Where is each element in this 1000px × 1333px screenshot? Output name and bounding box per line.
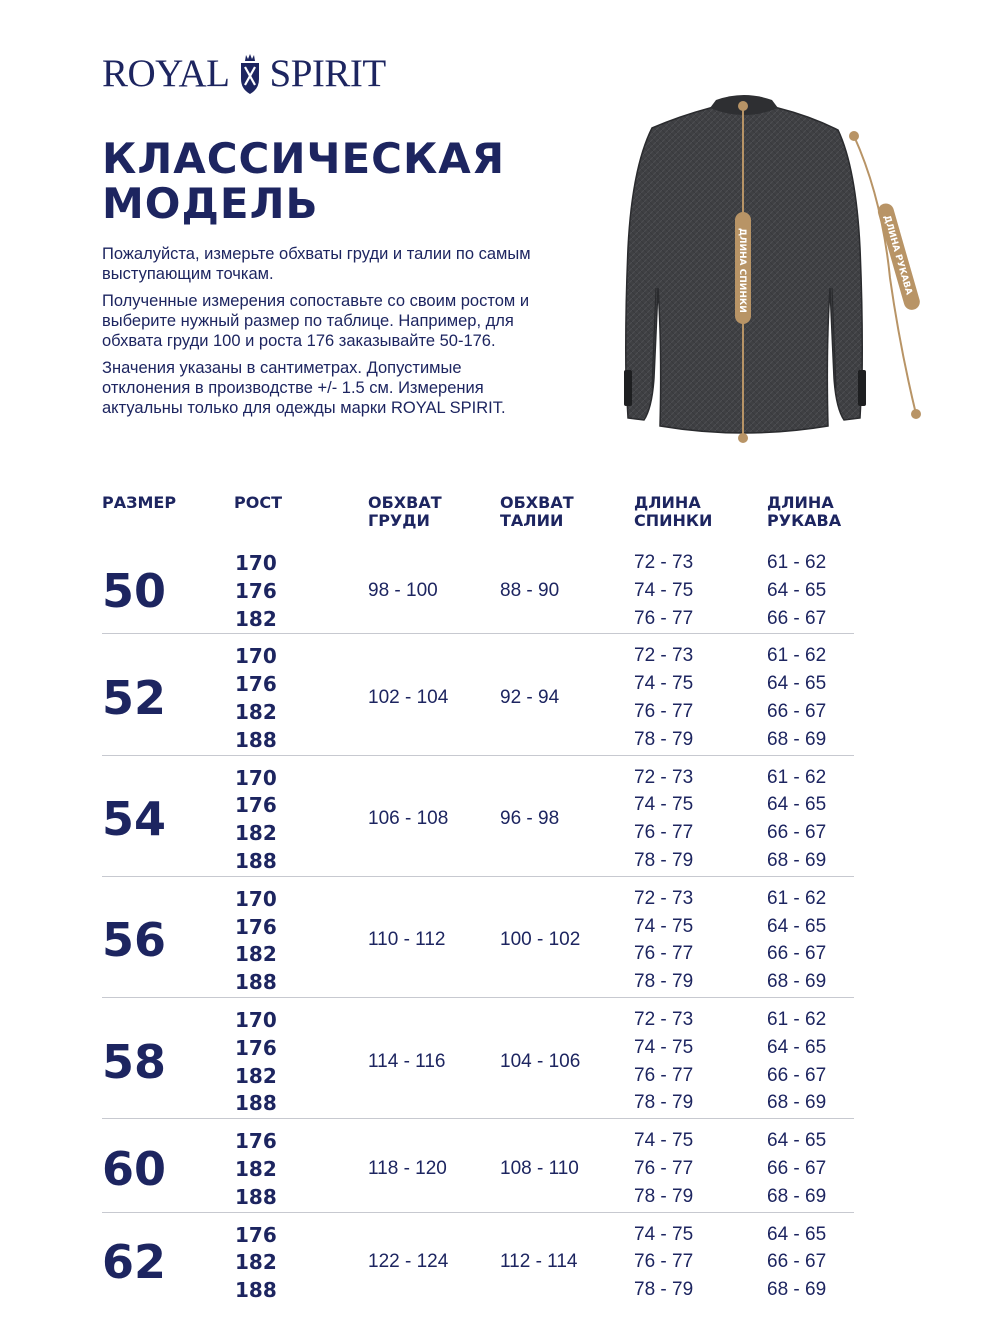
back-length-value: 78 - 79 bbox=[634, 728, 694, 750]
back-length-value: 74 - 75 bbox=[634, 673, 694, 695]
back-length-value: 74 - 75 bbox=[634, 915, 694, 937]
sleeve-length-value: 66 - 67 bbox=[767, 1157, 827, 1179]
sleeve-length-value: 68 - 69 bbox=[767, 971, 827, 993]
header-size-label: РАЗМЕР bbox=[102, 493, 177, 512]
header-height-label: РОСТ bbox=[234, 493, 282, 512]
intro-paragraph: Значения указаны в сантиметрах. Допустимые отклонения в производстве +/- 1.5 см. Измерения актуальны только для одежды марки ROYAL SPIRIT. bbox=[102, 359, 506, 417]
header-sleeve-length bbox=[767, 494, 841, 530]
waist-range: 88 - 90 bbox=[500, 579, 560, 601]
height-value: 188 bbox=[235, 1091, 277, 1116]
header-back-line2: СПИНКИ bbox=[634, 511, 713, 530]
sleeve-length-value: 66 - 67 bbox=[767, 700, 827, 722]
height-value: 182 bbox=[235, 606, 277, 631]
chest-range: 102 - 104 bbox=[368, 687, 449, 708]
height-value: 182 bbox=[235, 1250, 277, 1275]
header-chest-line1: ОБХВАТ bbox=[368, 493, 442, 512]
waist-range: 92 - 94 bbox=[500, 687, 560, 708]
back-length-value: 74 - 75 bbox=[634, 1036, 694, 1058]
brand-logo bbox=[102, 48, 386, 98]
sleeve-length-value: 66 - 67 bbox=[767, 822, 827, 844]
back-length-value: 76 - 77 bbox=[634, 1251, 694, 1273]
back-length-value: 76 - 77 bbox=[634, 943, 694, 965]
back-length-value: 72 - 73 bbox=[634, 551, 694, 573]
row-divider bbox=[102, 633, 854, 634]
waist-range: 108 - 110 bbox=[500, 1157, 579, 1179]
height-value: 182 bbox=[235, 1156, 277, 1181]
back-length-value: 74 - 75 bbox=[634, 579, 694, 601]
chest-range: 122 - 124 bbox=[368, 1251, 449, 1273]
back-length-value: 72 - 73 bbox=[634, 1008, 694, 1030]
height-value: 170 bbox=[235, 550, 277, 575]
size-number: 52 bbox=[102, 671, 167, 725]
height-value: 170 bbox=[235, 886, 277, 911]
height-value: 188 bbox=[235, 970, 277, 995]
sleeve-length-value: 64 - 65 bbox=[767, 579, 827, 601]
height-value: 170 bbox=[235, 644, 277, 669]
header-waist-line1: ОБХВАТ bbox=[500, 493, 574, 512]
brand-name-right: SPIRIT bbox=[269, 51, 386, 95]
header-back-length bbox=[634, 494, 712, 530]
height-value: 170 bbox=[235, 765, 277, 790]
sleeve-length-value: 61 - 62 bbox=[767, 887, 827, 909]
header-sleeve-line2: РУКАВА bbox=[767, 511, 842, 530]
back-length-value: 78 - 79 bbox=[634, 1185, 694, 1207]
header-chest-line2: ГРУДИ bbox=[368, 511, 430, 530]
header-waist-line2: ТАЛИИ bbox=[500, 511, 564, 530]
page-title bbox=[102, 136, 562, 226]
crest-icon bbox=[238, 51, 262, 95]
back-length-value: 74 - 75 bbox=[634, 1223, 694, 1245]
sleeve-length-value: 61 - 62 bbox=[767, 1008, 827, 1030]
height-value: 176 bbox=[235, 1129, 277, 1154]
back-length-value: 78 - 79 bbox=[634, 1279, 694, 1301]
intro-paragraph: Полученные измерения сопоставьте со своим ростом и выберите нужный размер по таблице. Например, для обхвата груди 100 и роста 176 заказывайте 50-176. bbox=[102, 292, 530, 350]
sleeve-length-value: 68 - 69 bbox=[767, 1092, 827, 1114]
header-back-line1: ДЛИНА bbox=[634, 493, 701, 512]
sleeve-length-value: 64 - 65 bbox=[767, 915, 827, 937]
back-length-value: 78 - 79 bbox=[634, 849, 694, 871]
waist-range: 104 - 106 bbox=[500, 1050, 581, 1072]
chest-range: 114 - 116 bbox=[368, 1050, 446, 1072]
waist-range: 96 - 98 bbox=[500, 808, 560, 830]
back-length-value: 76 - 77 bbox=[634, 1064, 694, 1086]
header-size bbox=[102, 494, 176, 512]
sleeve-length-value: 61 - 62 bbox=[767, 766, 827, 788]
sleeve-length-value: 66 - 67 bbox=[767, 1251, 827, 1273]
height-value: 182 bbox=[235, 821, 277, 846]
back-length-value: 76 - 77 bbox=[634, 822, 694, 844]
height-value: 176 bbox=[235, 914, 277, 939]
back-length-value: 76 - 77 bbox=[634, 700, 694, 722]
waist-range: 100 - 102 bbox=[500, 929, 581, 951]
intro-text bbox=[102, 244, 542, 425]
sleeve-length-value: 61 - 62 bbox=[767, 645, 827, 667]
header-sleeve-line1: ДЛИНА bbox=[767, 493, 834, 512]
back-length-value: 72 - 73 bbox=[634, 766, 694, 788]
back-length-value: 78 - 79 bbox=[634, 971, 694, 993]
sleeve-length-value: 68 - 69 bbox=[767, 1185, 827, 1207]
sleeve-length-value: 68 - 69 bbox=[767, 849, 827, 871]
row-divider bbox=[102, 876, 854, 877]
chest-range: 106 - 108 bbox=[368, 808, 449, 830]
size-number: 50 bbox=[102, 563, 167, 618]
height-value: 176 bbox=[235, 1222, 277, 1247]
header-chest bbox=[368, 494, 442, 530]
size-number: 56 bbox=[102, 913, 167, 968]
height-value: 170 bbox=[235, 1007, 277, 1032]
size-number: 54 bbox=[102, 792, 167, 847]
row-divider bbox=[102, 1212, 854, 1213]
jacket-illustration bbox=[560, 88, 940, 458]
sleeve-length-value: 64 - 65 bbox=[767, 1130, 827, 1152]
back-length-value: 74 - 75 bbox=[634, 794, 694, 816]
sleeve-length-value: 68 - 69 bbox=[767, 728, 827, 750]
row-divider bbox=[102, 1118, 854, 1119]
row-divider bbox=[102, 755, 854, 756]
sleeve-length-value: 66 - 67 bbox=[767, 607, 827, 629]
height-value: 182 bbox=[235, 1063, 277, 1088]
chest-range: 118 - 120 bbox=[368, 1157, 447, 1179]
height-value: 188 bbox=[235, 848, 277, 873]
header-waist bbox=[500, 494, 574, 530]
height-value: 176 bbox=[235, 1035, 277, 1060]
back-length-value: 76 - 77 bbox=[634, 1157, 694, 1179]
sleeve-length-value: 66 - 67 bbox=[767, 1064, 827, 1086]
title-line: МОДЕЛЬ bbox=[102, 179, 319, 228]
sleeve-length-value: 64 - 65 bbox=[767, 1036, 827, 1058]
jacket-back-image bbox=[560, 88, 940, 458]
size-number: 60 bbox=[102, 1141, 167, 1196]
sleeve-length-label: ДЛИНА РУКАВА bbox=[881, 214, 914, 297]
back-length-value: 72 - 73 bbox=[634, 645, 694, 667]
chest-range: 98 - 100 bbox=[368, 579, 438, 601]
back-length-value: 76 - 77 bbox=[634, 607, 694, 629]
sleeve-length-value: 61 - 62 bbox=[767, 551, 827, 573]
height-value: 188 bbox=[235, 727, 277, 752]
row-divider bbox=[102, 997, 854, 998]
sleeve-length-value: 66 - 67 bbox=[767, 943, 827, 965]
size-number: 58 bbox=[102, 1034, 167, 1089]
back-length-value: 74 - 75 bbox=[634, 1130, 694, 1152]
sleeve-length-value: 64 - 65 bbox=[767, 673, 827, 695]
header-height bbox=[234, 494, 282, 512]
sleeve-length-value: 64 - 65 bbox=[767, 794, 827, 816]
chest-range: 110 - 112 bbox=[368, 929, 446, 951]
waist-range: 112 - 114 bbox=[500, 1251, 578, 1273]
height-value: 188 bbox=[235, 1184, 277, 1209]
height-value: 188 bbox=[235, 1278, 277, 1303]
intro-paragraph: Пожалуйста, измерьте обхваты груди и талии по самым выступающим точкам. bbox=[102, 245, 531, 283]
brand-name-left: ROYAL bbox=[102, 51, 230, 95]
back-length-value: 78 - 79 bbox=[634, 1092, 694, 1114]
height-value: 176 bbox=[235, 793, 277, 818]
height-value: 182 bbox=[235, 699, 277, 724]
title-line: КЛАССИЧЕСКАЯ bbox=[102, 134, 506, 183]
back-length-value: 72 - 73 bbox=[634, 887, 694, 909]
sleeve-length-value: 64 - 65 bbox=[767, 1223, 827, 1245]
height-value: 182 bbox=[235, 942, 277, 967]
size-number: 62 bbox=[102, 1235, 167, 1290]
sleeve-length-value: 68 - 69 bbox=[767, 1279, 827, 1301]
back-length-label: ДЛИНА СПИНКИ bbox=[737, 228, 747, 313]
height-value: 176 bbox=[235, 578, 277, 603]
height-value: 176 bbox=[235, 672, 277, 697]
